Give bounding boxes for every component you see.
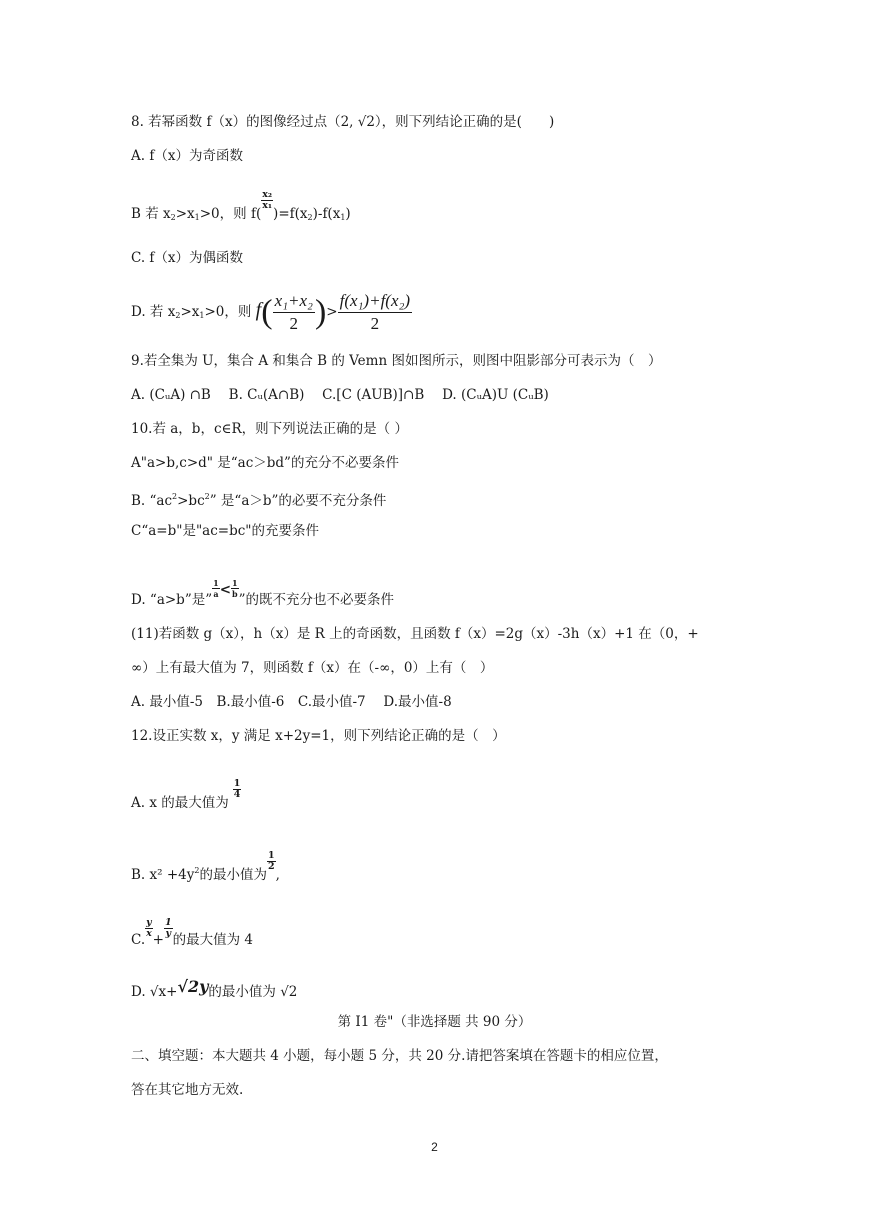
- q8-b-fraction: $\frac{\text{x₂}}{\text{x₁}}$: [262, 189, 273, 211]
- q9-options: A. (CᵤA) ∩B B. Cᵤ(A∩B) C.[C (AUB)]∩B D. (CᵤA)U (CᵤB): [131, 387, 549, 403]
- page-number: 2: [431, 1140, 438, 1154]
- q8-stem: 8. 若幂函数 f（x）的图像经过点（2, √2），则下列结论正确的是( ): [131, 114, 555, 130]
- q12-a-fraction: $\frac{1}{4}$: [233, 778, 241, 800]
- q12-option-d: D. √x+√2y的最小值为 √2: [131, 977, 298, 1000]
- q12-stem: 12.设正实数 x，y 满足 x+2y=1，则下列结论正确的是（ ）: [131, 728, 506, 744]
- section-intro-line-2: 答在其它地方无效.: [131, 1082, 244, 1098]
- q8-option-b: B 若 $x_2>x_1>0$，则 f( $\frac{\text{x₂}}{\text{x₁}}$ )$=f(x_2)-f(x_1)$: [131, 189, 351, 222]
- section-title: 第 I1 卷"（非选择题 共 90 分）: [337, 1014, 532, 1030]
- q10-option-c: C“a=b"是"ac=bc"的充要条件: [131, 523, 319, 539]
- q11-line-2: ∞）上有最大值为 7，则函数 f（x）在（-∞，0）上有（ ）: [131, 660, 494, 676]
- q12-c-fraction-a: $\frac{y}{x}$: [146, 917, 152, 939]
- section-intro-line-1: 二、填空题：本大题共 4 小题，每小题 5 分，共 20 分.请把答案填在答题卡的相应位置，: [131, 1048, 668, 1064]
- q10-d-fraction-b: $\frac{1}{b}$: [232, 578, 238, 599]
- q10-option-a: A"a>b,c>d" 是“ac＞bd”的充分不必要条件: [131, 455, 399, 471]
- q12-d-radical: √2y: [177, 977, 209, 996]
- q12-b-fraction: $\frac{1}{2}$: [267, 850, 275, 872]
- q8-option-a: A. f（x）为奇函数: [131, 148, 243, 164]
- q9-stem: 9.若全集为 U，集合 A 和集合 B 的 Vemn 图如图所示，则图中阻影部分可表示为（ ）: [131, 353, 662, 369]
- q11-line-1: (11)若函数 g（x），h（x）是 R 上的奇函数，且函数 f（x）=2g（x）-3h（x）+1 在（0，+: [131, 626, 699, 642]
- q10-option-b: B. “$ac^2>bc^2$” 是“a＞b”的必要不充分条件: [131, 492, 387, 509]
- q10-d-fraction-a: $\frac{1}{a}$: [213, 578, 219, 599]
- q8-d-rhs-fraction: $\frac{\text{f(x₁)+f(x₂)}}{2}$: [339, 291, 411, 333]
- q10-option-d: D. “a>b”是” $\frac{1}{a}$ < $\frac{1}{b}$ ”的既不充分也不必要条件: [131, 578, 395, 608]
- q12-c-fraction-b: $\frac{1}{y}$: [164, 917, 172, 939]
- q10-stem: 10.若 a，b，c∈R，则下列说法正确的是（ ）: [131, 421, 408, 437]
- q8-option-c: C. f（x）为偶函数: [131, 250, 244, 266]
- q8-option-d: D. 若 $x_2>x_1>0$，则 f( $\frac{\text{x₁+x₂}}{2}$ )> $\frac{\text{f(x₁)+f(x₂)}}{2}$: [131, 291, 411, 333]
- q11-options: A. 最小值-5 B.最小值-6 C.最小值-7 D.最小值-8: [131, 694, 452, 710]
- q12-option-a: A. x 的最大值为 $\frac{1}{4}$: [131, 778, 241, 811]
- q8-d-lhs-fraction: $\frac{\text{x₁+x₂}}{2}$: [274, 291, 313, 333]
- q12-option-b: B. $x^2 +4y^2$的最小值为 $\frac{1}{2}$ ,: [131, 850, 280, 883]
- q12-option-c: C. $\frac{y}{x}$ + $\frac{1}{y}$ 的最大值为 4: [131, 917, 253, 948]
